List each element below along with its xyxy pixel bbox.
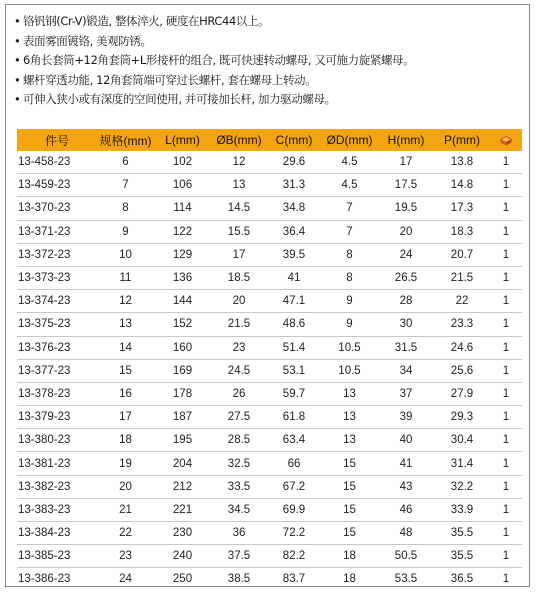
bullet-mark: • [14,33,21,48]
cell-h: 39 [378,406,434,429]
cell-diameter-d: 15 [321,522,378,545]
cell-h: 48 [378,522,434,545]
cell-diameter-d: 4.5 [321,151,378,174]
cell-diameter-d: 4.5 [321,174,378,197]
cell-diameter-d: 15 [321,498,378,521]
header-part-number: 件号 [17,129,97,151]
cell-p: 17.3 [434,197,490,220]
cell-part-number: 13-458-23 [17,151,97,174]
cell-diameter-b: 33.5 [211,475,267,498]
cell-c: 29.6 [267,151,321,174]
header-diameter-d: ØD(mm) [321,129,378,151]
cell-length: 136 [154,266,211,289]
cell-p: 32.2 [434,475,490,498]
cell-qty: 1 [490,522,522,545]
cell-h: 20 [378,220,434,243]
cell-part-number: 13-384-23 [17,522,97,545]
table-row [17,197,522,220]
cell-diameter-b: 26 [211,382,267,405]
cell-qty: 1 [490,382,522,405]
cell-c: 39.5 [267,243,321,266]
cell-c: 82.2 [267,545,321,568]
table-row [17,382,522,405]
cell-qty: 1 [490,406,522,429]
cell-h: 53.5 [394,573,418,586]
cell-size: 19 [97,452,154,475]
cell-p: 35.5 [434,522,490,545]
cell-c: 83.7 [282,573,306,586]
cell-diameter-d: 13 [321,382,378,405]
cell-diameter-b: 32.5 [211,452,267,475]
bullet-mark: • [14,14,21,28]
cell-diameter-b: 17 [211,243,267,266]
cell-length: 106 [154,174,211,197]
cell-qty: 1 [490,336,522,359]
cell-h: 34 [378,359,434,382]
table-row [17,359,522,382]
cell-p: 31.4 [434,452,490,475]
cell-h: 37 [378,382,434,405]
cell-diameter-d: 7 [321,197,378,220]
cell-qty: 1 [490,545,522,568]
table-row [17,151,522,174]
cell-qty: 1 [490,151,522,174]
cell-size: 10 [97,243,154,266]
cell-h: 31.5 [378,336,434,359]
table-row [17,429,522,452]
cell-p: 36.5 [450,573,474,586]
cell-size: 24 [119,573,132,586]
cell-part-number: 13-376-23 [17,336,97,359]
cell-part-number: 13-381-23 [17,452,97,475]
cell-diameter-b: 37.5 [211,545,267,568]
cell-c: 59.7 [267,382,321,405]
cell-size: 13 [97,313,154,336]
cell-part-number: 13-382-23 [17,475,97,498]
cell-size: 16 [97,382,154,405]
cell-h: 17.5 [378,174,434,197]
cell-diameter-b: 27.5 [211,406,267,429]
feature-item [14,32,524,52]
header-c: C(mm) [267,129,321,151]
cell-size: 17 [97,406,154,429]
cell-part-number: 13-380-23 [17,429,97,452]
cell-diameter-b: 15.5 [211,220,267,243]
cell-p: 24.6 [434,336,490,359]
bullet-mark: • [14,72,21,87]
header-h: H(mm) [378,129,434,151]
cell-diameter-d: 10.5 [321,336,378,359]
feature-item [14,90,524,110]
cell-size: 12 [97,290,154,313]
cell-length: 114 [154,197,211,220]
feature-text: 铬钒钢(Cr-V)锻造, 整体淬火, 硬度在HRC44以上。 [23,14,270,28]
cell-diameter-b: 13 [211,174,267,197]
cell-length: 122 [154,220,211,243]
table-row [17,545,522,568]
spec-table [17,129,522,591]
cell-c: 72.2 [267,522,321,545]
cell-p: 30.4 [434,429,490,452]
cell-qty: 1 [490,174,522,197]
cell-part-number: 13-371-23 [17,220,97,243]
cell-part-number: 13-459-23 [17,174,97,197]
cell-length: 195 [154,429,211,452]
cell-c: 31.3 [267,174,321,197]
cell-qty: 1 [490,220,522,243]
header-p: P(mm) [434,129,490,151]
cell-c: 51.4 [267,336,321,359]
table-row [17,522,522,545]
cell-qty: 1 [490,290,522,313]
cell-c: 66 [267,452,321,475]
header-box [490,129,522,151]
cell-qty: 1 [502,573,510,586]
cell-p: 18.3 [434,220,490,243]
cell-qty: 1 [490,266,522,289]
cell-h: 19.5 [378,197,434,220]
cell-part-number: 13-377-23 [17,359,97,382]
cell-diameter-b: 38.5 [227,573,251,586]
cell-length: 230 [154,522,211,545]
cell-part-number: 13-378-23 [17,382,97,405]
cell-diameter-d: 15 [321,475,378,498]
cell-length: 204 [154,452,211,475]
cell-diameter-b: 18.5 [211,266,267,289]
table-row [17,243,522,266]
cell-qty: 1 [490,197,522,220]
cell-size: 6 [97,151,154,174]
cell-diameter-d: 7 [321,220,378,243]
cell-diameter-d: 18 [321,545,378,568]
cell-length: 250 [172,573,193,586]
cell-h: 43 [378,475,434,498]
cell-h: 26.5 [378,266,434,289]
cell-length: 144 [154,290,211,313]
header-diameter-b: ØB(mm) [211,129,267,151]
table-row [17,290,522,313]
cell-part-number: 13-370-23 [17,197,97,220]
cell-size: 18 [97,429,154,452]
cell-length: 212 [154,475,211,498]
table-row [17,174,522,197]
feature-list [14,12,524,110]
cell-h: 46 [378,498,434,521]
cell-c: 36.4 [267,220,321,243]
cell-diameter-b: 21.5 [211,313,267,336]
cell-part-number: 13-372-23 [17,243,97,266]
bullet-mark: • [14,53,21,68]
cell-diameter-d: 9 [321,313,378,336]
cell-size: 15 [97,359,154,382]
cell-size: 7 [97,174,154,197]
cell-qty: 1 [490,243,522,266]
cell-diameter-b: 24.5 [211,359,267,382]
table-row [17,220,522,243]
table-row [17,406,522,429]
feature-item [14,51,524,71]
cell-size: 23 [97,545,154,568]
header-length: L(mm) [154,129,211,151]
cell-part-number: 13-375-23 [17,313,97,336]
cell-diameter-d: 13 [321,406,378,429]
cell-length: 187 [154,406,211,429]
cell-length: 160 [154,336,211,359]
cell-part-number: 13-386-23 [18,573,71,586]
cell-length: 221 [154,498,211,521]
feature-text: 表面雾面镀铬, 美观防锈。 [23,33,152,48]
cell-p: 21.5 [434,266,490,289]
cell-diameter-b: 36 [211,522,267,545]
cell-diameter-d: 13 [321,429,378,452]
cell-h: 24 [378,243,434,266]
cell-c: 69.9 [267,498,321,521]
cell-diameter-b: 34.5 [211,498,267,521]
cell-size: 14 [97,336,154,359]
cell-h: 41 [378,452,434,475]
cell-diameter-d: 10.5 [321,359,378,382]
cell-length: 240 [154,545,211,568]
cell-qty: 1 [490,475,522,498]
cell-part-number: 13-374-23 [17,290,97,313]
cell-p: 13.8 [434,151,490,174]
cell-c: 41 [267,266,321,289]
feature-text: 可伸入狭小或有深度的空间使用, 并可接加长杆, 加力驱动螺母。 [23,92,336,107]
cell-length: 152 [154,313,211,336]
cell-h: 50.5 [378,545,434,568]
cell-size: 11 [97,266,154,289]
feature-text: 螺杆穿透功能, 12角套筒端可穿过长螺杆, 套在螺母上转动。 [23,72,317,87]
cell-part-number: 13-379-23 [17,406,97,429]
cell-c: 63.4 [267,429,321,452]
feature-item [14,71,524,91]
cell-qty: 1 [490,498,522,521]
cell-c: 53.1 [267,359,321,382]
cell-part-number: 13-373-23 [17,266,97,289]
table-row [17,313,522,336]
cell-p: 27.9 [434,382,490,405]
cell-h: 17 [378,151,434,174]
cell-c: 48.6 [267,313,321,336]
table-row [17,498,522,521]
feature-text: 6角长套筒+12角套筒+L形接杆的组合, 既可快速转动螺母, 又可施力旋紧螺母。 [23,53,415,68]
cell-diameter-d: 8 [321,266,378,289]
box-icon [500,136,512,146]
cell-p: 23.3 [434,313,490,336]
table-row [17,568,522,591]
cell-size: 22 [97,522,154,545]
cell-diameter-b: 28.5 [211,429,267,452]
cell-p: 25.6 [434,359,490,382]
feature-item [14,12,524,32]
cell-size: 9 [97,220,154,243]
cell-h: 40 [378,429,434,452]
cell-size: 20 [97,475,154,498]
bullet-mark: • [14,92,21,107]
cell-c: 47.1 [267,290,321,313]
cell-diameter-d: 8 [321,243,378,266]
cell-part-number: 13-385-23 [17,545,97,568]
cell-diameter-d: 15 [321,452,378,475]
cell-h: 28 [378,290,434,313]
cell-diameter-d: 9 [321,290,378,313]
cell-length: 129 [154,243,211,266]
cell-length: 169 [154,359,211,382]
cell-p: 29.3 [434,406,490,429]
cell-p: 22 [434,290,490,313]
table-header-row [17,129,522,151]
cell-qty: 1 [490,452,522,475]
cell-length: 102 [154,151,211,174]
cell-p: 20.7 [434,243,490,266]
cell-size: 21 [97,498,154,521]
cell-h: 30 [378,313,434,336]
cell-p: 35.5 [434,545,490,568]
table-row [17,266,522,289]
cell-part-number: 13-383-23 [17,498,97,521]
cell-c: 67.2 [267,475,321,498]
cell-size: 8 [97,197,154,220]
cell-diameter-d: 18 [343,573,356,586]
table-row [17,452,522,475]
cell-length: 178 [154,382,211,405]
table-row [17,336,522,359]
cell-c: 34.8 [267,197,321,220]
header-size: 规格(mm) [97,129,154,151]
cell-diameter-b: 14.5 [211,197,267,220]
cell-diameter-b: 23 [211,336,267,359]
cell-p: 33.9 [434,498,490,521]
table-row [17,475,522,498]
cell-diameter-b: 20 [211,290,267,313]
cell-qty: 1 [490,313,522,336]
cell-qty: 1 [490,359,522,382]
cell-p: 14.8 [434,174,490,197]
cell-c: 61.8 [267,406,321,429]
cell-qty: 1 [490,429,522,452]
cell-diameter-b: 12 [211,151,267,174]
